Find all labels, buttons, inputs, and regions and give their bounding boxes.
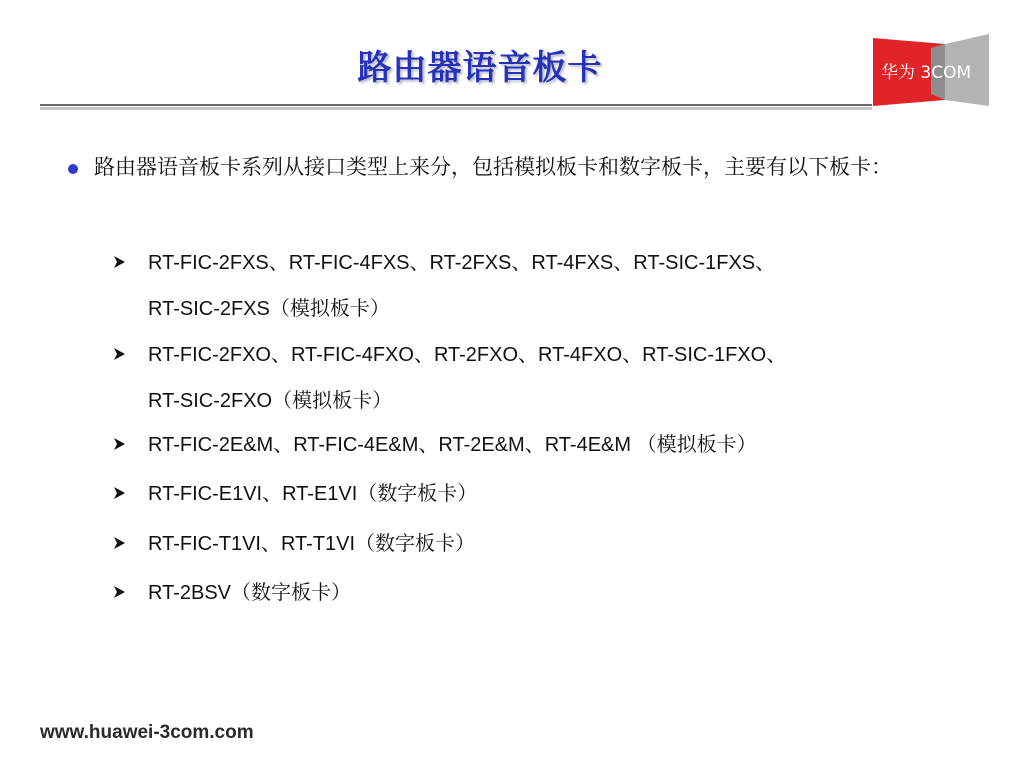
arrow-bullet-icon <box>112 486 126 500</box>
footer-url: www.huawei-3com.com <box>40 722 254 743</box>
huawei-3com-logo <box>873 34 989 106</box>
title-divider-shadow <box>40 107 872 110</box>
list-item-text: RT-FIC-T1VI、RT-T1VI（数字板卡） <box>148 533 476 555</box>
main-bullet <box>70 144 950 191</box>
list-item-text: RT-FIC-2E&M、RT-FIC-4E&M、RT-2E&M、RT-4E&M （模拟板卡） <box>148 434 757 456</box>
arrow-bullet-icon <box>112 347 126 361</box>
arrow-bullet-icon <box>112 585 126 599</box>
list-item-text: RT-FIC-E1VI、RT-E1VI（数字板卡） <box>148 483 478 505</box>
list-item <box>112 332 982 424</box>
list-item-text: RT-FIC-2FXO、RT-FIC-4FXO、RT-2FXO、RT-4FXO、RT-SIC-1FXO、 RT-SIC-2FXO（模拟板卡） <box>148 344 787 412</box>
list-item <box>112 422 982 468</box>
list-item <box>112 521 982 567</box>
arrow-bullet-icon <box>112 437 126 451</box>
list-item <box>112 471 982 517</box>
arrow-bullet-icon <box>112 536 126 550</box>
main-bullet-text: 路由器语音板卡系列从接口类型上来分，包括模拟板卡和数字板卡，主要有以下板卡： <box>94 155 892 179</box>
list-item-text: RT-FIC-2FXS、RT-FIC-4FXS、RT-2FXS、RT-4FXS、RT-SIC-1FXS、 RT-SIC-2FXS（模拟板卡） <box>148 252 776 320</box>
arrow-bullet-icon <box>112 255 126 269</box>
logo-text: 华为 3COM <box>881 63 972 83</box>
list-item <box>112 570 982 616</box>
list-item-text: RT-2BSV（数字板卡） <box>148 582 351 604</box>
title-divider <box>40 104 872 106</box>
bullet-dot-icon <box>68 164 78 174</box>
list-item <box>112 240 982 332</box>
slide-title: 路由器语音板卡 <box>357 48 603 88</box>
